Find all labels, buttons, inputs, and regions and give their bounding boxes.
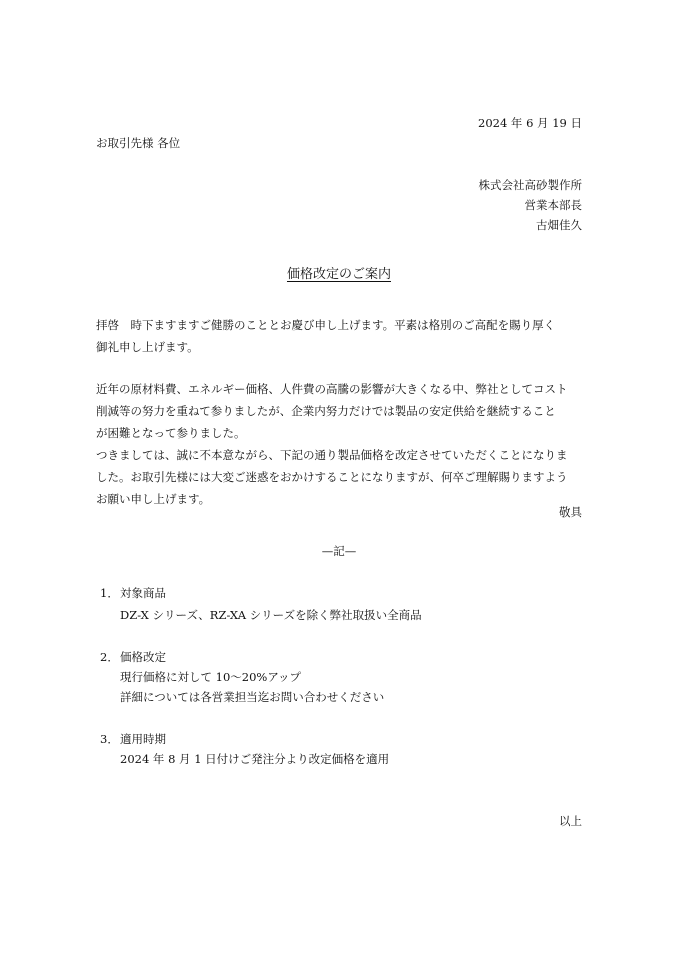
body-paragraph (96, 378, 582, 510)
paragraph-line: 御礼申し上げます。 (96, 340, 199, 354)
item-heading: 対象商品 (120, 586, 166, 600)
document-date: 2024 年 6 月 19 日 (478, 116, 582, 130)
sender-department: 営業本部長 (524, 198, 582, 212)
end-mark: 以上 (559, 814, 582, 828)
paragraph-line: 近年の原材料費、エネルギー価格、人件費の高騰の影響が大きくなる中、弊社としてコスト (96, 382, 568, 396)
document-title (0, 268, 678, 281)
paragraph-line: 削減等の努力を重ねて参りましたが、企業内努力だけでは製品の安定供給を継続すること (96, 404, 556, 418)
paragraph-line: が困難となって参りました。 (96, 426, 246, 440)
paragraph-line: お願い申し上げます。 (96, 492, 211, 506)
item-number: 1． (100, 586, 119, 600)
paragraph-line: 拝啓 時下ますますご健勝のこととお慶び申し上げます。平素は格別のご高配を賜り厚く (96, 318, 556, 332)
document-title-text: 価格改定のご案内 (286, 267, 391, 282)
item-number: 3． (100, 732, 119, 746)
item-detail: DZ-X シリーズ、RZ-XA シリーズを除く弊社取扱い全商品 (120, 608, 422, 622)
paragraph-line: つきましては、誠に不本意ながら、下記の通り製品価格を改定させていただくことになりま (96, 448, 568, 462)
item-detail: 2024 年 8 月 1 日付けご発注分より改定価格を適用 (120, 752, 390, 766)
recipient: お取引先様 各位 (96, 136, 181, 150)
item-heading: 価格改定 (120, 650, 166, 664)
greeting-paragraph (96, 314, 582, 358)
paragraph-line: した。お取引先様には大変ご迷惑をおかけすることになりますが、何卒ご理解賜りますよう (96, 470, 568, 484)
item-heading: 適用時期 (120, 732, 166, 746)
item-number: 2． (100, 650, 119, 664)
sender-name: 古畑佳久 (536, 218, 582, 232)
item-detail: 現行価格に対して 10～20%アップ (120, 670, 302, 684)
record-heading: —記— (321, 544, 357, 558)
sender-company: 株式会社高砂製作所 (478, 178, 582, 192)
item-detail: 詳細については各営業担当迄お問い合わせください (120, 690, 385, 704)
closing-word: 敬具 (559, 505, 582, 519)
